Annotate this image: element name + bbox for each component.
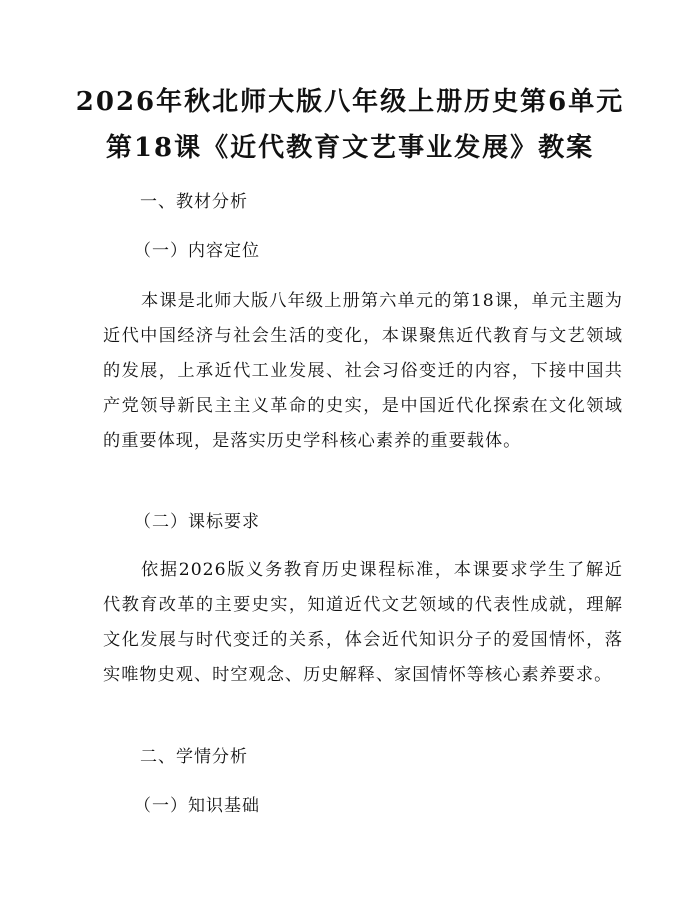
subsection-heading-curriculum-requirements: （二）课标要求 [134, 512, 260, 532]
paragraph-content-positioning: 本课是北师大版八年级上册第六单元的第18课，单元主题为近代中国经济与社会生活的变化，本课聚焦近代教育与文艺领域的发展，上承近代工业发展、社会习俗变迁的内容，下接中国共产党领导新民主主义革命的史实，是中国近代化探索在文化领域的重要体现，是落实历史学科核心素养的重要载体。 [103, 291, 623, 451]
subsection-heading-knowledge-base: （一）知识基础 [134, 796, 260, 816]
paragraph-curriculum-requirements: 依据2026版义务教育历史课程标准，本课要求学生了解近代教育改革的主要史实，知道近代文艺领域的代表性成就，理解文化发展与时代变迁的关系，体会近代知识分子的爱国情怀，落实唯物史观、时空观念、历史解释、家国情怀等核心素养要求。 [103, 560, 623, 685]
document-title-line-1: 2026年秋北师大版八年级上册历史第6单元 [75, 87, 625, 117]
section-heading-textbook-analysis: 一、教材分析 [140, 192, 248, 212]
subsection-heading-content-positioning: （一）内容定位 [134, 241, 260, 261]
section-heading-learner-analysis: 二、学情分析 [140, 747, 248, 767]
document-title-line-2: 第18课《近代教育文艺事业发展》教案 [105, 133, 595, 163]
